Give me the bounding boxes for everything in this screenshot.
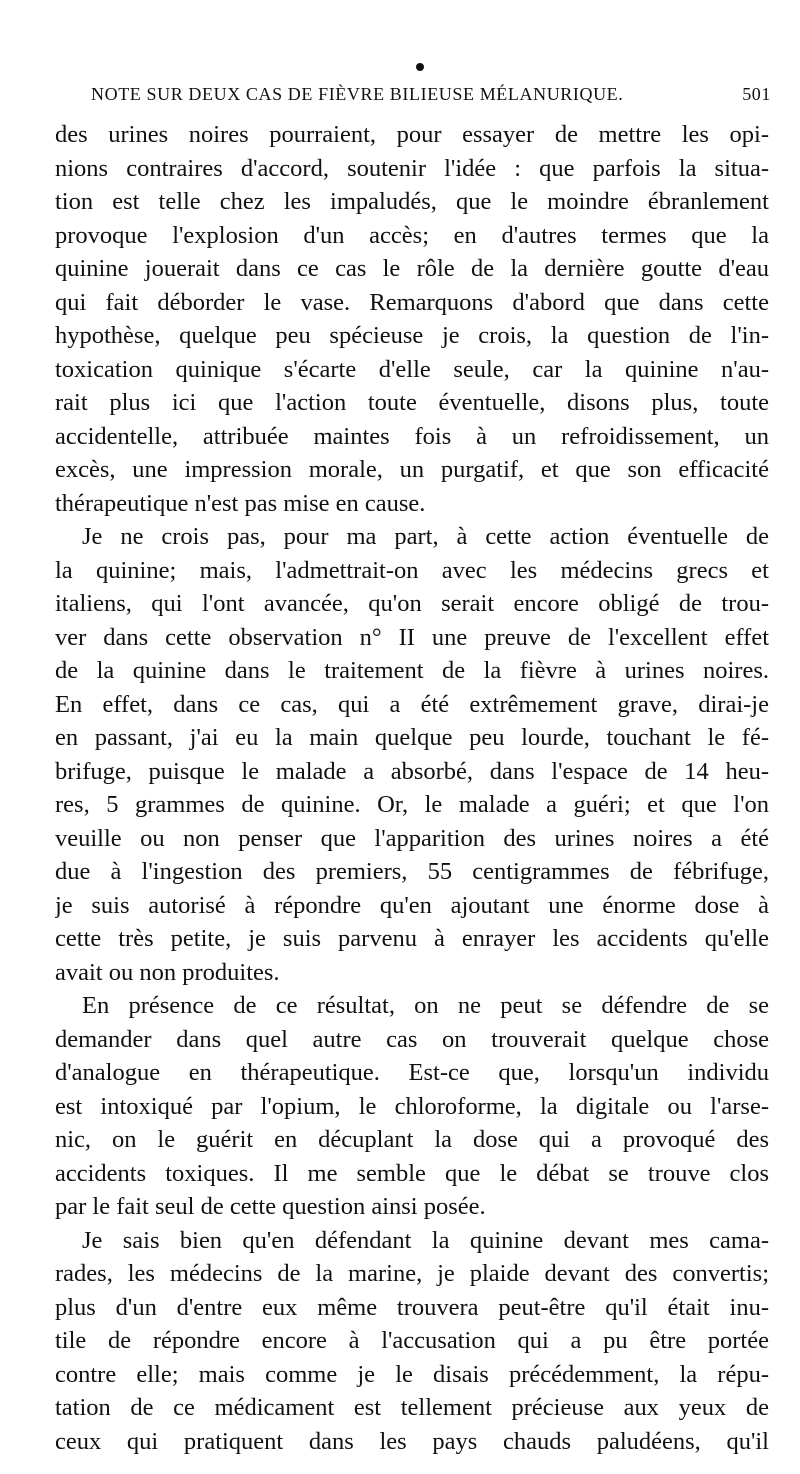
text-line: veuille ou non penser que l'apparition des urines noires a été — [55, 824, 769, 852]
text-line: la quinine; mais, l'admettrait-on avec les médecins grecs et — [55, 556, 769, 584]
text-line: rades, les médecins de la marine, je plaide devant des convertis; — [55, 1260, 769, 1287]
text-line: quinine jouerait dans ce cas le rôle de la dernière goutte d'eau — [55, 255, 769, 282]
text-line: demander dans quel autre cas on trouverait quelque chose — [55, 1025, 769, 1053]
text-line: rait plus ici que l'action toute éventuelle, disons plus, toute — [55, 389, 769, 416]
text-line: tation de ce médicament est tellement précieuse aux yeux de — [55, 1394, 769, 1421]
body-text — [55, 118, 769, 1458]
text-line: ver dans cette observation n° II une preuve de l'excellent effet — [55, 623, 769, 651]
running-head — [91, 78, 771, 112]
text-line: excès, une impression morale, un purgatif, et que son efficacité — [55, 456, 769, 483]
text-line: qui fait déborder le vase. Remarquons d'abord que dans cette — [55, 288, 769, 316]
text-line: nic, on le guérit en décuplant la dose qui a provoqué des — [55, 1126, 769, 1153]
text-line: des urines noires pourraient, pour essayer de mettre les opi- — [55, 121, 769, 148]
text-line: Je sais bien qu'en défendant la quinine devant mes cama- — [82, 1226, 769, 1254]
text-line: Je ne crois pas, pour ma part, à cette action éventuelle de — [82, 523, 769, 550]
text-line: toxication quinique s'écarte d'elle seule, car la quinine n'au- — [55, 355, 769, 383]
text-line: accidentelle, attribuée maintes fois à un refroidissement, un — [55, 422, 769, 450]
running-title: NOTE SUR DEUX CAS DE FIÈVRE BILIEUSE MÉLANURIQUE. — [91, 84, 624, 104]
text-line: contre elle; mais comme je le disais précédemment, la répu- — [55, 1360, 769, 1388]
text-line: thérapeutique n'est pas mise en cause. — [55, 489, 426, 517]
text-line: je suis autorisé à répondre qu'en ajoutant une énorme dose à — [55, 891, 769, 919]
text-line: de la quinine dans le traitement de la fièvre à urines noires. — [55, 657, 769, 684]
text-line: hypothèse, quelque peu spécieuse je crois, la question de l'in- — [55, 322, 769, 349]
text-line: plus d'un d'entre eux même trouvera peut-être qu'il était inu- — [55, 1293, 769, 1321]
text-line: En effet, dans ce cas, qui a été extrêmement grave, dirai-je — [55, 690, 769, 718]
header-dot — [416, 63, 424, 71]
text-line: En présence de ce résultat, on ne peut se défendre de se — [82, 992, 769, 1019]
text-line: provoque l'explosion d'un accès; en d'autres termes que la — [55, 221, 769, 249]
text-line: nions contraires d'accord, soutenir l'idée : que parfois la situa- — [55, 154, 769, 182]
text-line: en passant, j'ai eu la main quelque peu lourde, touchant le fé- — [55, 724, 769, 751]
text-line: cette très petite, je suis parvenu à enrayer les accidents qu'elle — [55, 925, 769, 952]
text-line: tile de répondre encore à l'accusation qui a pu être portée — [55, 1327, 769, 1354]
page-number: 501 — [742, 84, 771, 104]
text-line: d'analogue en thérapeutique. Est-ce que, lorsqu'un individu — [55, 1059, 769, 1086]
text-line: due à l'ingestion des premiers, 55 centigrammes de fébrifuge, — [55, 858, 769, 885]
text-line: avait ou non produites. — [55, 958, 280, 986]
text-line: res, 5 grammes de quinine. Or, le malade a guéri; et que l'on — [55, 791, 769, 818]
text-line: italiens, qui l'ont avancée, qu'on serait encore obligé de trou- — [55, 590, 769, 617]
text-line: tion est telle chez les impaludés, que le moindre ébranlement — [55, 188, 769, 215]
text-line: est intoxiqué par l'opium, le chloroforme, la digitale ou l'arse- — [55, 1092, 769, 1120]
text-line: accidents toxiques. Il me semble que le débat se trouve clos — [55, 1159, 769, 1187]
text-line: brifuge, puisque le malade a absorbé, dans l'espace de 14 heu- — [55, 757, 769, 785]
text-line: par le fait seul de cette question ainsi posée. — [55, 1193, 486, 1220]
text-line: ceux qui pratiquent dans les pays chauds paludéens, qu'il — [55, 1427, 769, 1455]
